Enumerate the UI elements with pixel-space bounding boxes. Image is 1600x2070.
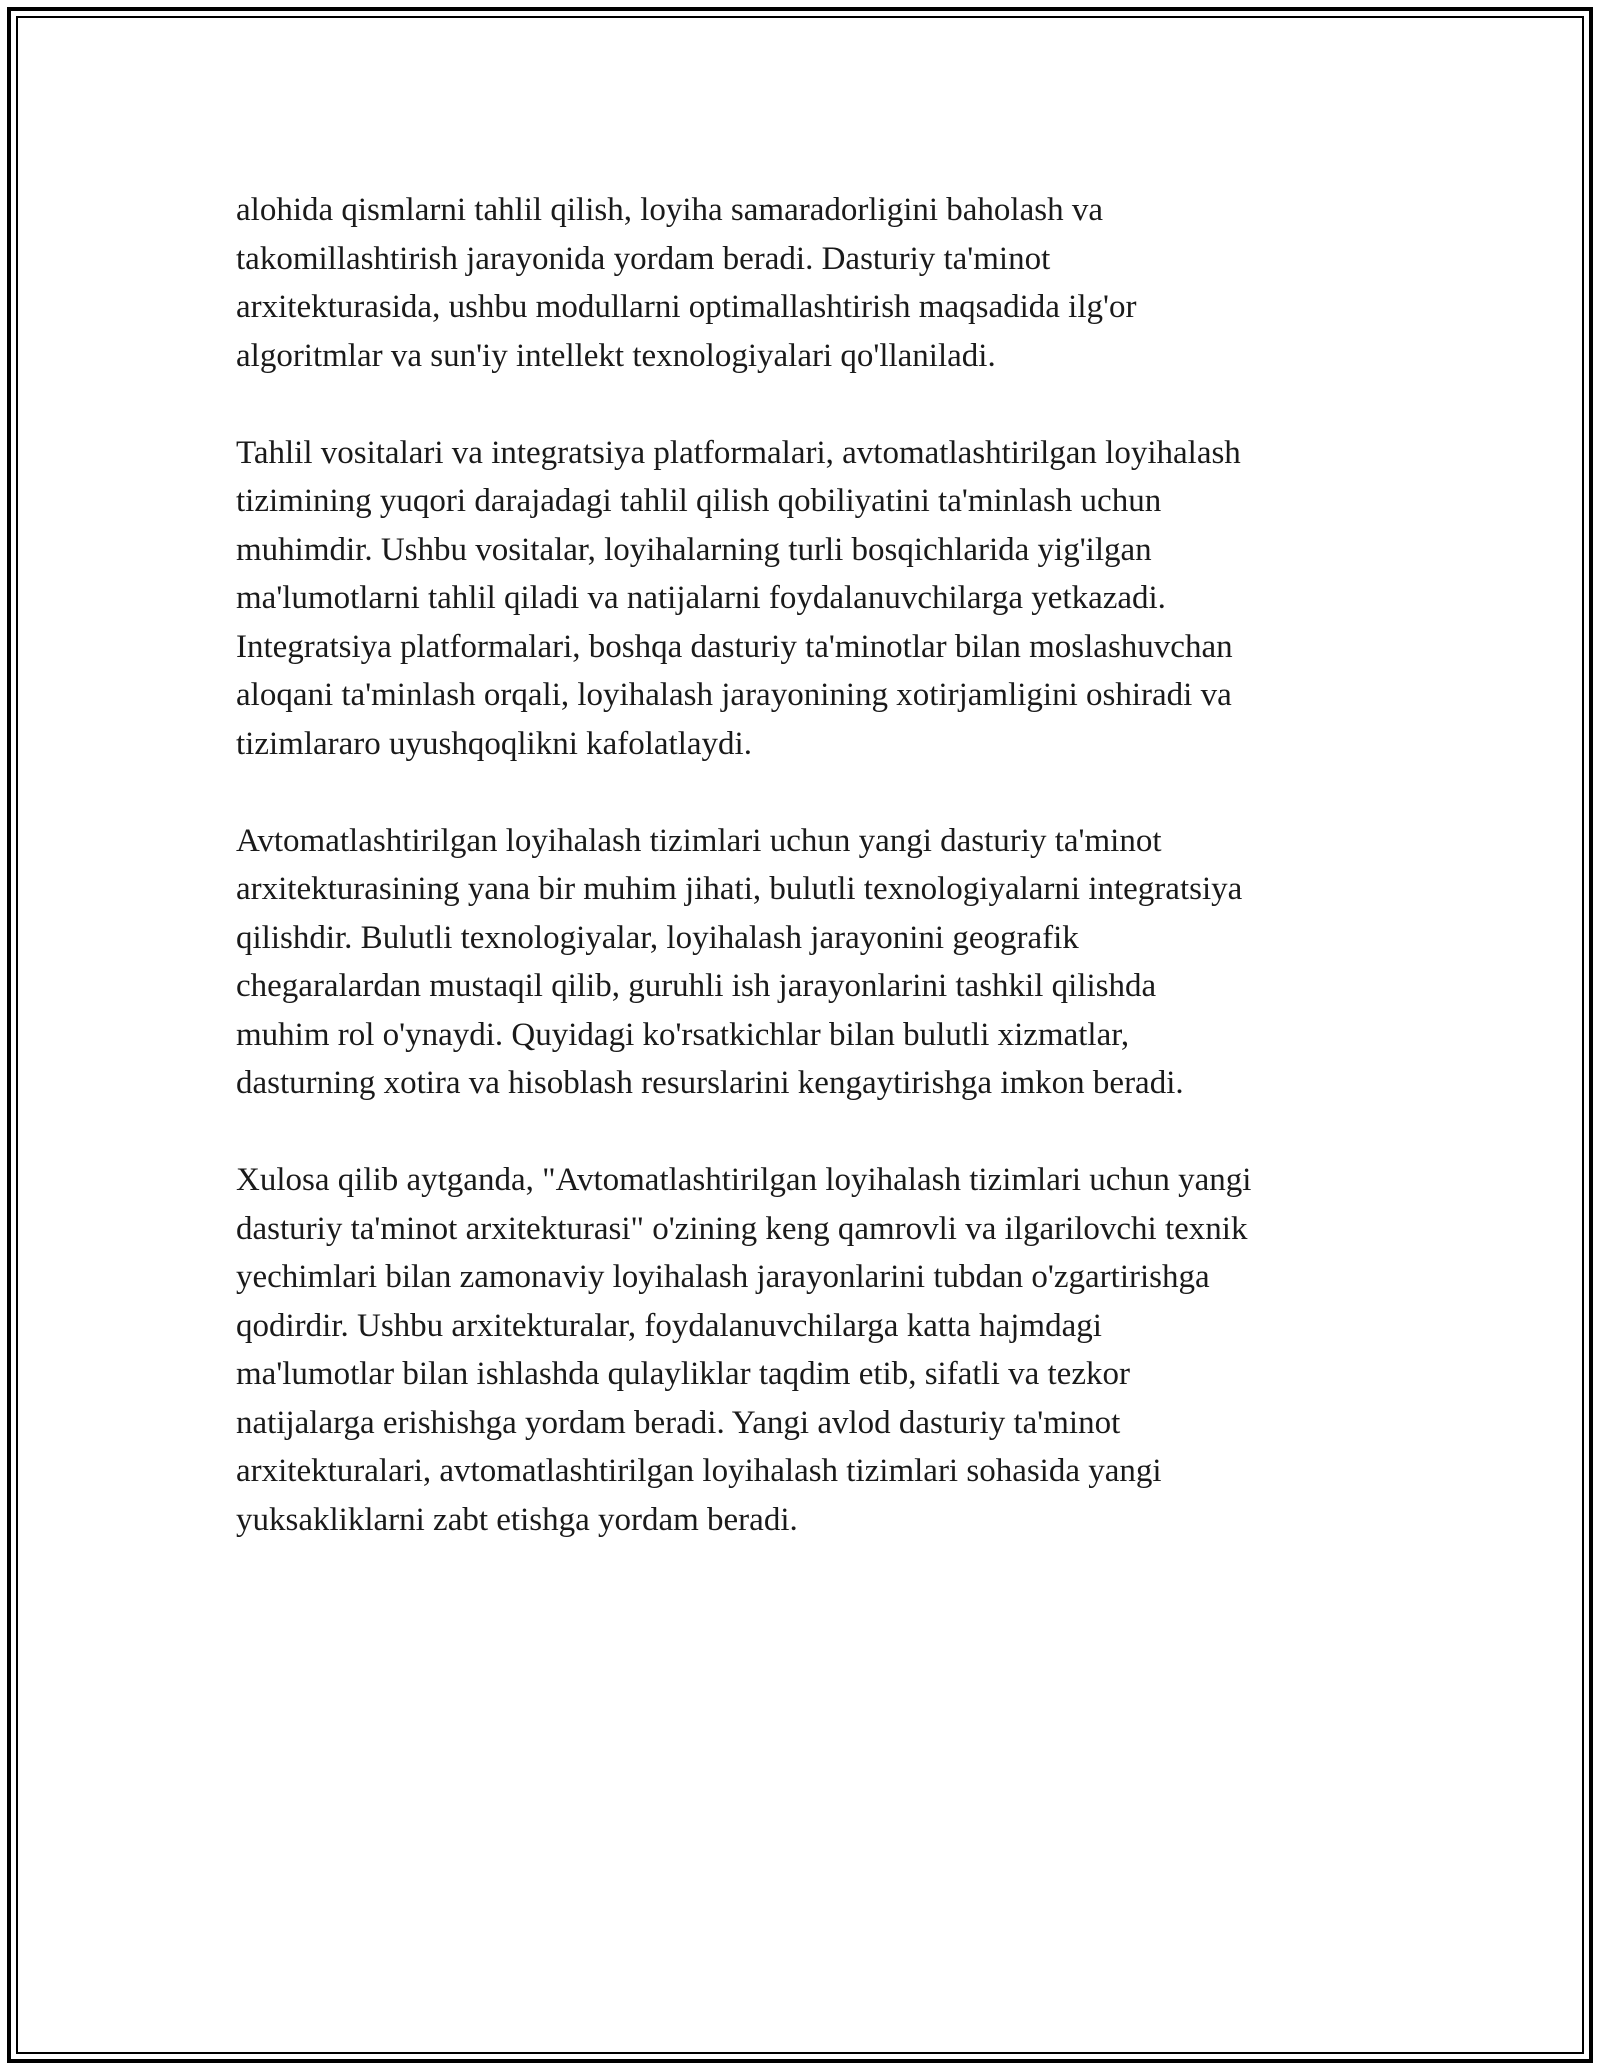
paragraph-3: Avtomatlashtirilgan loyihalash tizimlari uchun yangi dasturiy ta'minot arxitekturasining yana bir muhim jihati, bulutli texnologiyalarni integratsiya qilishdir. Bulutli texnologiyalar, loyihalash jarayonini geografik chegaralardan mustaqil qilib, guruhli ish jarayonlarini tashkil qilishda muhim rol o'ynaydi. Quyidagi ko'rsatkichlar bilan bulutli xizmatlar, dasturning xotira va hisoblash resurslarini kengaytirishga imkon beradi. <box>236 822 1243 1101</box>
paragraph-4: Xulosa qilib aytganda, "Avtomatlashtirilgan loyihalash tizimlari uchun yangi dasturiy ta'minot arxitekturasi" o'zining keng qamrovli va ilgarilovchi texnik yechimlari bilan zamonaviy loyihalash jarayonlarini tubdan o'zgartirishga qodirdir. Ushbu arxitekturalar, foydalanuvchilarga katta hajmdagi ma'lumotlar bilan ishlashda qulayliklar taqdim etib, sifatli va tezkor natijalarga erishishga yordam beradi. Yangi avlod dasturiy ta'minot arxitekturalari, avtomatlashtirilgan loyihalash tizimlari sohasida yangi yuksakliklarni zabt etishga yordam beradi. <box>236 1162 1252 1538</box>
paragraph-1: alohida qismlarni tahlil qilish, loyiha samaradorligini baholash va takomillashtirish jarayonida yordam beradi. Dasturiy ta'minot arxitekturasida, ushbu modullarni optimallashtirish maqsadida ilg'or algoritmlar va sun'iy intellekt texnologiyalari qo'llaniladi. <box>236 192 1137 374</box>
document-body <box>236 186 1376 1593</box>
paragraph-2: Tahlil vositalari va integratsiya platformalari, avtomatlashtirilgan loyihalash tizimining yuqori darajadagi tahlil qilish qobiliyatini ta'minlash uchun muhimdir. Ushbu vositalar, loyihalarning turli bosqichlarida yig'ilgan ma'lumotlarni tahlil qiladi va natijalarni foydalanuvchilarga yetkazadi. Integratsiya platformalari, boshqa dasturiy ta'minotlar bilan moslashuvchan aloqani ta'minlash orqali, loyihalash jarayonining xotirjamligini oshiradi va tizimlararo uyushqoqlikni kafolatlaydi. <box>236 434 1241 762</box>
